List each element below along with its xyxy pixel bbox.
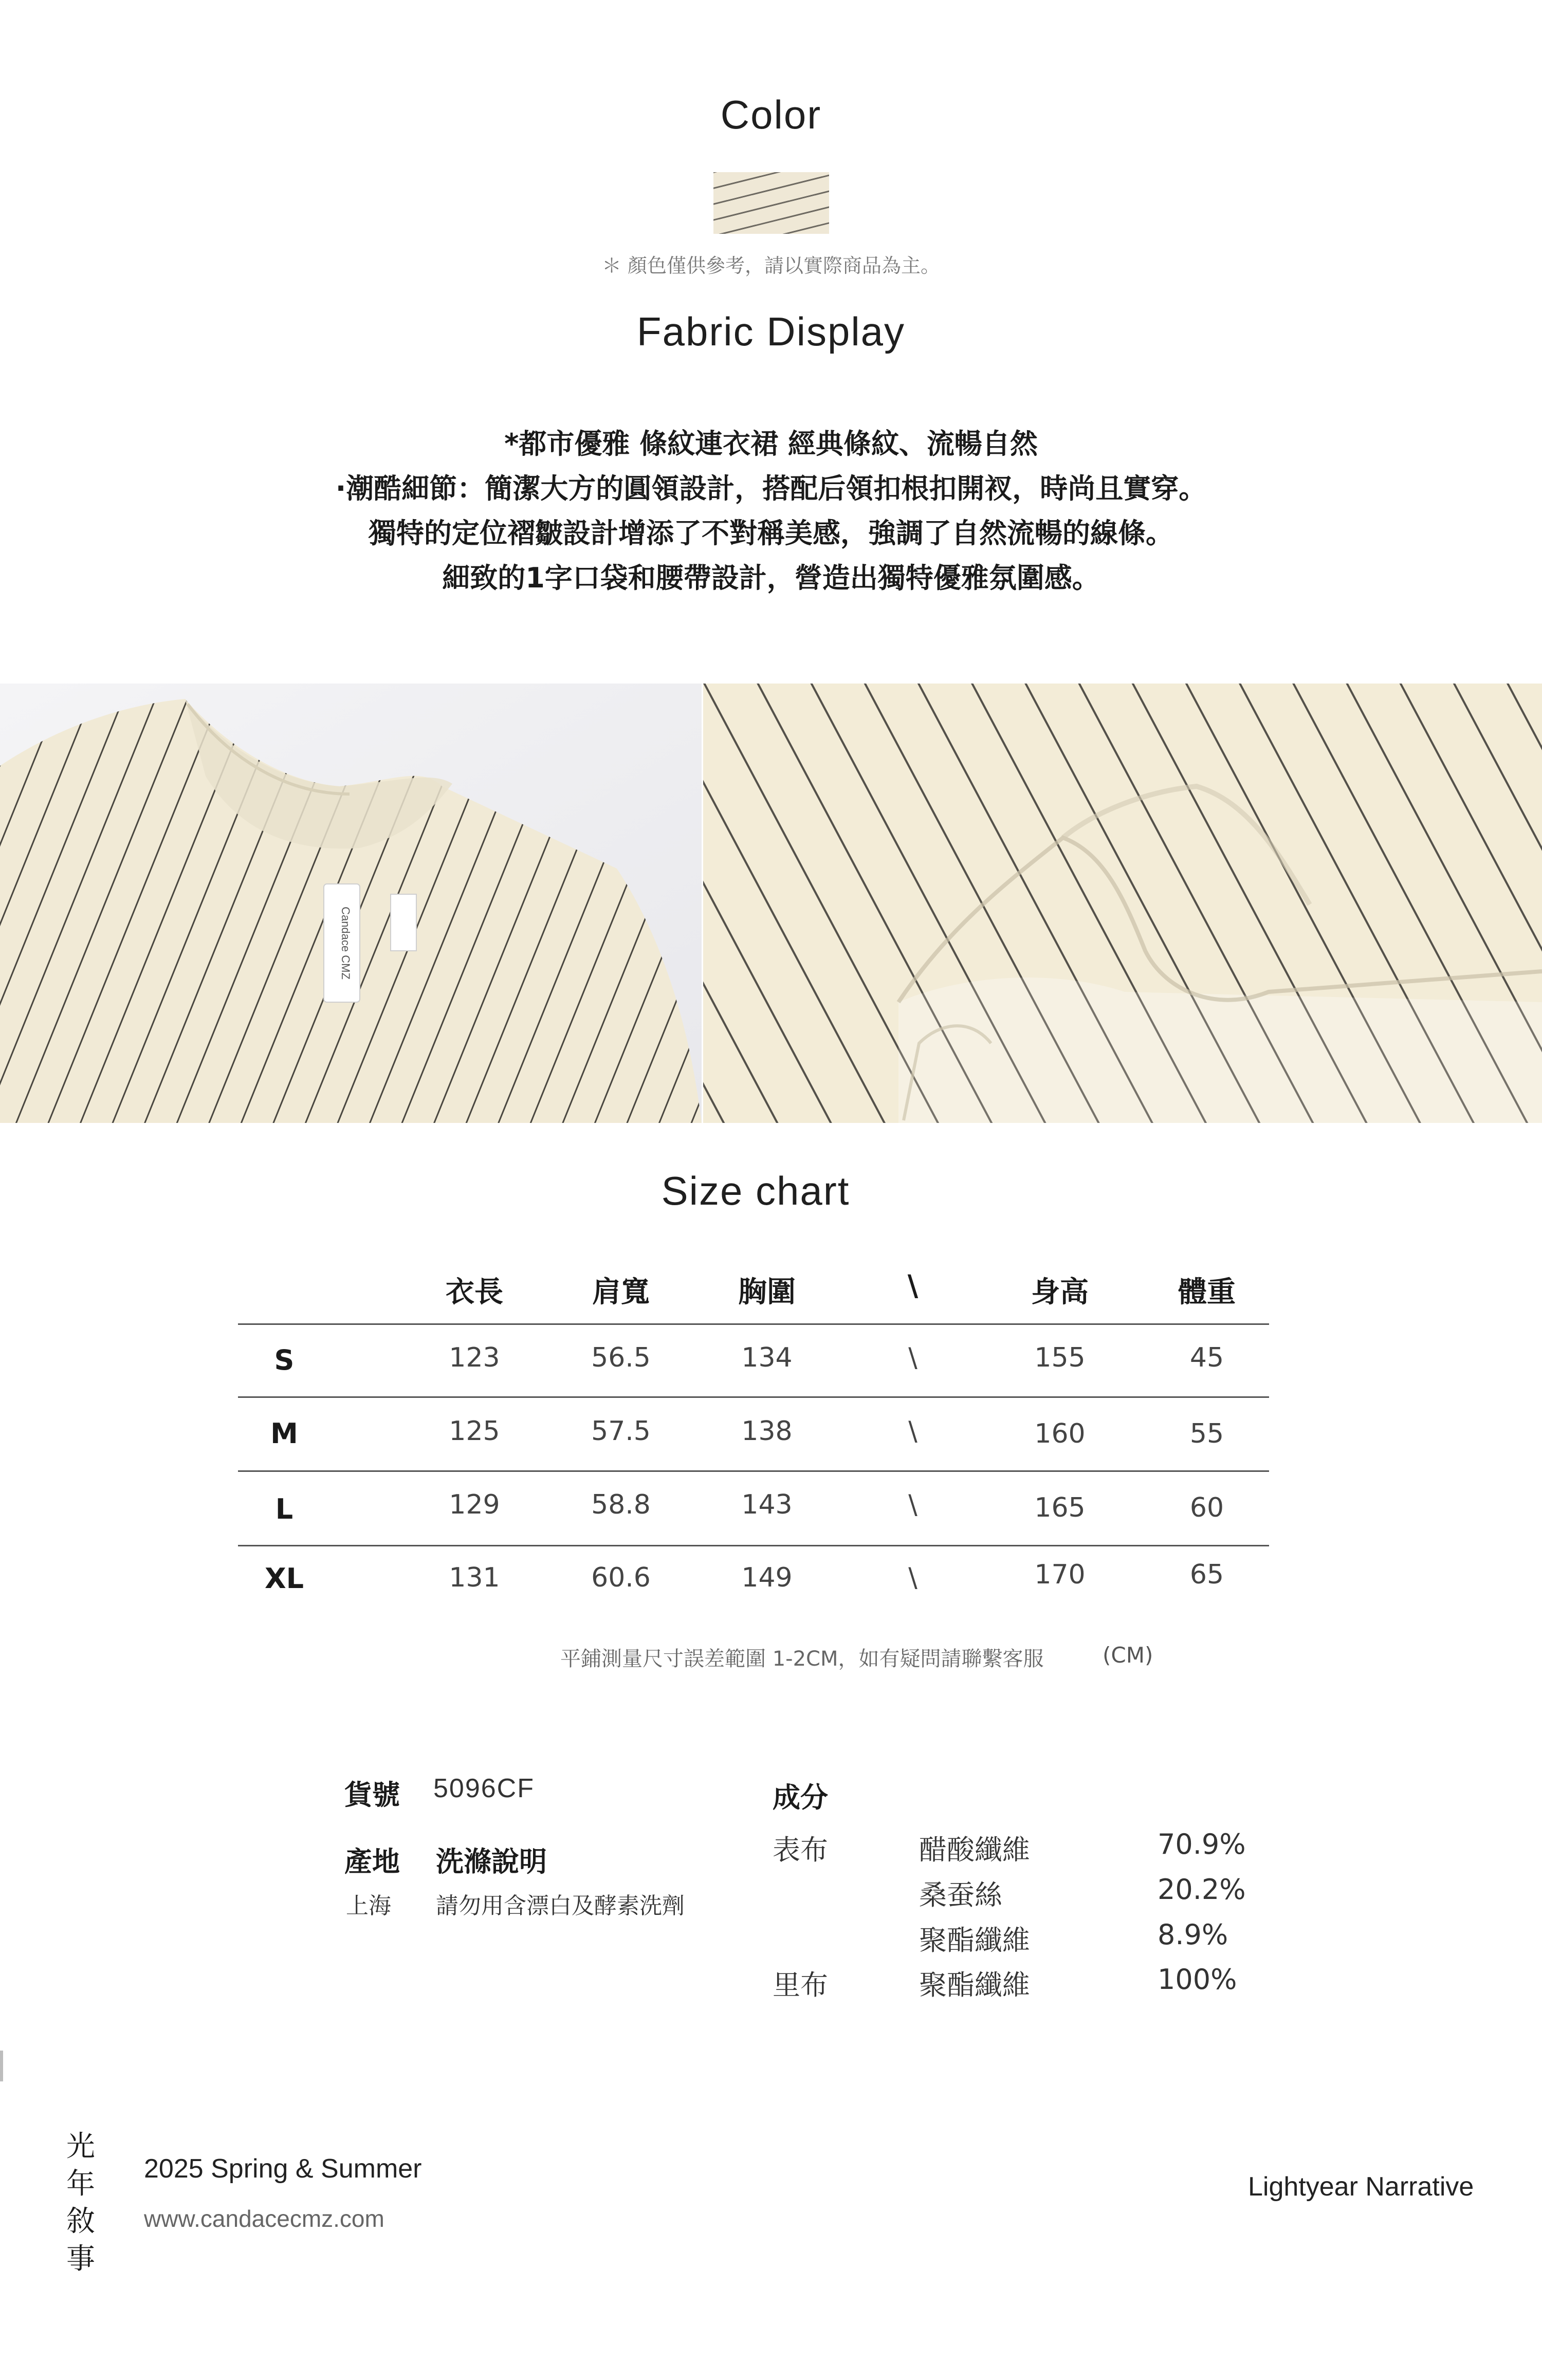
table-cell: \ (908, 1489, 917, 1520)
brand-tagline: Lightyear Narrative (1248, 2172, 1474, 2202)
table-cell: 165 (1034, 1492, 1086, 1523)
table-divider (238, 1323, 1269, 1325)
header-height: 身高 (1031, 1276, 1089, 1309)
composition-material: 聚酯纖維 (919, 1969, 1030, 2001)
table-cell: 138 (741, 1416, 793, 1447)
table-divider (238, 1396, 1269, 1398)
header-chest: 胸圍 (738, 1276, 796, 1309)
table-cell: 55 (1189, 1418, 1224, 1449)
origin-value: 上海 (346, 1893, 391, 1919)
table-cell: \ (908, 1342, 917, 1373)
table-cell: 57.5 (591, 1416, 651, 1447)
description-line: 獨特的定位褶皺設計增添了不對稱美感，強調了自然流暢的線條。 (369, 517, 1173, 549)
season-text: 2025 Spring & Summer (144, 2154, 422, 2184)
table-cell: 143 (741, 1489, 793, 1520)
header-shoulder: 肩寬 (592, 1276, 650, 1309)
table-cell: \ (908, 1416, 917, 1447)
size-label: XL (264, 1562, 304, 1595)
website-link[interactable]: www.candacecmz.com (144, 2205, 384, 2232)
table-cell: 160 (1034, 1418, 1086, 1449)
composition-percent: 100% (1158, 1963, 1237, 1996)
table-cell: 123 (449, 1342, 500, 1373)
size-label: S (274, 1344, 295, 1376)
size-chart-title: Size chart (661, 1168, 850, 1213)
size-label: L (275, 1493, 293, 1525)
brand-char: 事 (66, 2242, 95, 2276)
composition-label: 成分 (773, 1781, 828, 1814)
composition-part: 表布 (773, 1834, 828, 1866)
table-cell: 60.6 (591, 1562, 651, 1593)
table-cell: 58.8 (591, 1489, 651, 1520)
description-line: ·潮酷細節：簡潔大方的圓領設計，搭配后領扣根扣開衩，時尚且實穿。 (335, 472, 1207, 505)
wash-label: 洗滌說明 (436, 1846, 547, 1878)
composition-material: 聚酯纖維 (919, 1924, 1030, 1957)
wash-value: 請勿用含漂白及酵素洗劑 (436, 1893, 685, 1919)
table-cell: 149 (741, 1562, 793, 1593)
table-cell: 129 (449, 1489, 500, 1520)
brand-vertical (63, 2128, 99, 2278)
fabric-description (0, 421, 1542, 600)
size-note: 平鋪測量尺寸誤差範圍 1-2CM，如有疑問請聯繫客服 (560, 1647, 1044, 1671)
brand-char: 光 (66, 2130, 95, 2163)
composition-percent: 70.9% (1158, 1828, 1246, 1860)
brand-char: 年 (66, 2167, 95, 2201)
table-divider (238, 1470, 1269, 1472)
collar-label-text: Candace CMZ (339, 907, 352, 980)
composition-percent: 20.2% (1158, 1873, 1246, 1906)
edge-mark (0, 2051, 3, 2081)
table-cell: 125 (449, 1416, 500, 1447)
collar-photo (0, 684, 702, 1123)
table-cell: 56.5 (591, 1342, 651, 1373)
color-title: Color (720, 92, 822, 137)
table-cell: 65 (1189, 1559, 1224, 1590)
composition-material: 桑蚕絲 (919, 1879, 1002, 1911)
table-cell: 155 (1034, 1342, 1086, 1373)
table-divider (238, 1545, 1269, 1546)
table-cell: 170 (1034, 1559, 1086, 1590)
header-weight: 體重 (1178, 1276, 1236, 1309)
size-label: M (270, 1417, 298, 1450)
composition-part: 里布 (773, 1969, 828, 2001)
header-length: 衣長 (446, 1276, 503, 1309)
description-line: *都市優雅 條紋連衣裙 經典條紋、流暢自然 (504, 428, 1038, 460)
item-no-value: 5096CF (433, 1774, 535, 1803)
brand-char: 敘 (66, 2205, 95, 2238)
hem-photo (703, 684, 1542, 1123)
item-no-label: 貨號 (344, 1779, 400, 1811)
table-cell: 45 (1189, 1342, 1224, 1373)
origin-label: 產地 (344, 1846, 400, 1878)
size-unit: (CM) (1103, 1643, 1153, 1668)
table-cell: 131 (449, 1562, 500, 1593)
description-line: 細致的1字口袋和腰帶設計，營造出獨特優雅氛圍感。 (442, 562, 1100, 594)
color-note: ＊ 顏色僅供參考，請以實際商品為主。 (601, 254, 941, 277)
table-cell: 134 (741, 1342, 793, 1373)
composition-percent: 8.9% (1158, 1918, 1228, 1951)
color-swatch[interactable] (713, 172, 829, 234)
header-blank: \ (907, 1269, 919, 1303)
table-cell: \ (908, 1562, 917, 1593)
composition-material: 醋酸纖維 (919, 1834, 1030, 1866)
fabric-title: Fabric Display (636, 309, 906, 354)
table-cell: 60 (1189, 1492, 1224, 1523)
